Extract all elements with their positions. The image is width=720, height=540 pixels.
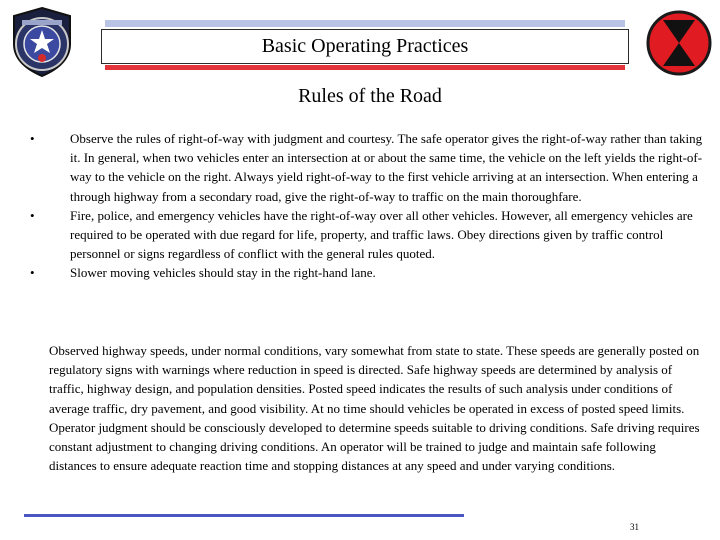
list-item-text: Observe the rules of right-of-way with judgment and courtesy. The safe operator gives the right-of-way rather than taking it. In general, when two vehicles enter an intersection at or about the same time, the vehicle on the left yields the right-of-way to the vehicle on the right. Always yield right-of-way to the first vehicle arriving at an intersection. When entering a through highway from a secondary road, give the right-of-way to traffic on the main thoroughfare. <box>70 131 703 204</box>
bullet-marker: • <box>30 265 35 281</box>
list-item-text: Fire, police, and emergency vehicles have the right-of-way over all other vehicles. However, all emergency vehicles are required to be operated with due regard for life, property, and traffic laws. Obey directions given by traffic control personnel or signs regardless of conflict with the general rules quoted. <box>70 207 693 262</box>
speed-paragraph: Observed highway speeds, under normal conditions, vary somewhat from state to state. These speeds are generally posted on regulatory signs with warnings where reduction in speed is directed. Safe highway speeds are determined by analysis of traffic, highway design, and population densities. Posted speed indicates the results of such analysis under conditions of average traffic, dry pavement, and good visibility. At no time should vehicles be operated in excess of posted speed limits. Operator judgment should be consciously developed to determine speeds suitable to driving conditions. Safe driving requires constant adjustment to changing driving conditions. An operator will be trained to judge and maintain safe following distances to ensure adequate reaction time and stopping distances at any speed and under varying conditions. <box>49 343 700 474</box>
list-item <box>30 263 706 282</box>
unit-crest-icon <box>8 6 76 78</box>
bullet-marker: • <box>30 207 35 223</box>
footer-rule <box>24 514 464 517</box>
hourglass-patch-icon <box>646 10 712 76</box>
page-title: Basic Operating Practices <box>101 29 629 64</box>
list-item <box>30 129 706 206</box>
header-top-bar <box>105 20 625 27</box>
bullet-marker: • <box>30 131 35 146</box>
header-red-bar <box>105 65 625 70</box>
section-subtitle: Rules of the Road <box>298 85 442 107</box>
list-item <box>30 206 706 264</box>
list-item-text: Slower moving vehicles should stay in the right-hand lane. <box>70 265 376 281</box>
page-number: 31 <box>630 522 639 532</box>
rules-list <box>30 129 706 283</box>
